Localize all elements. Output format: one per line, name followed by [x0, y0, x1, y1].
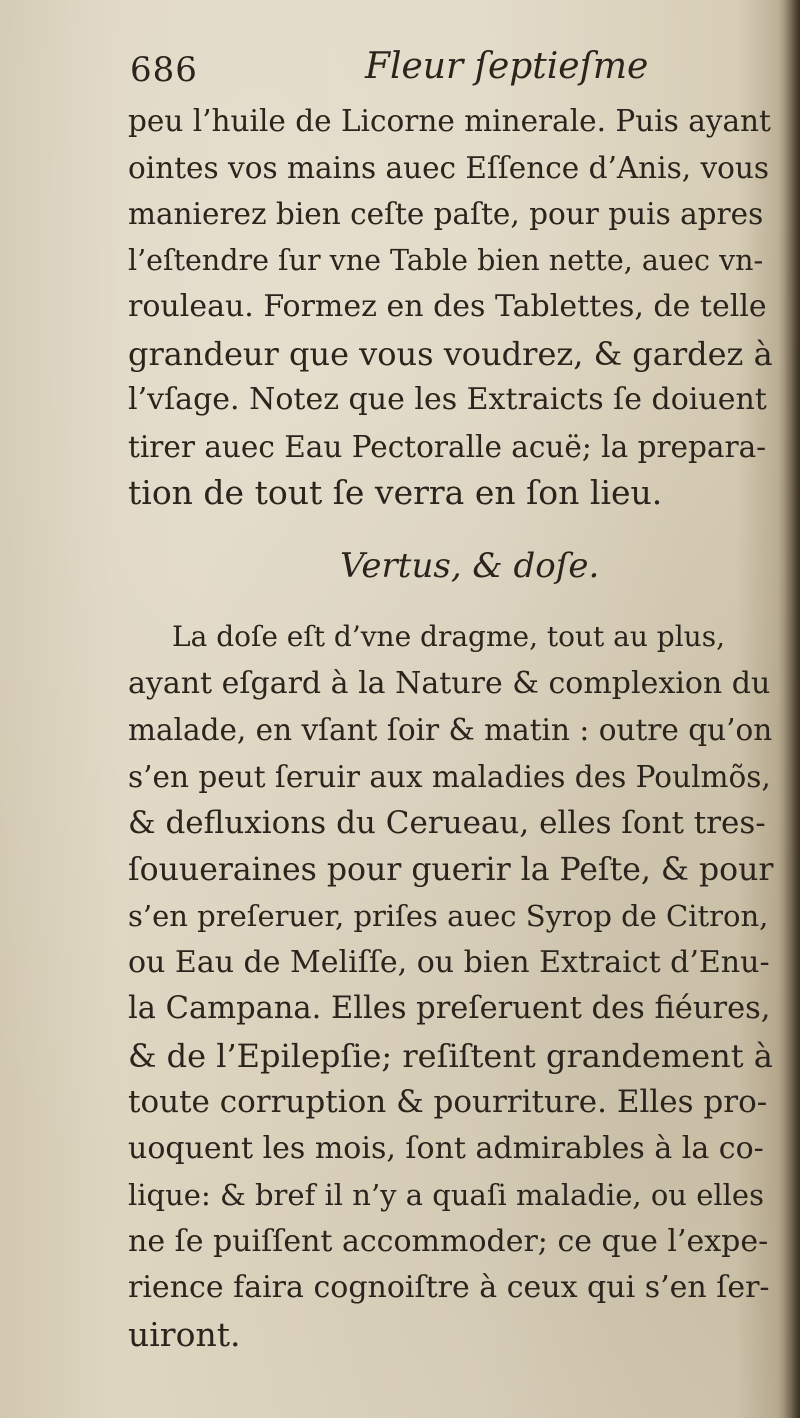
text-line: tion de tout ſe verra en ſon lieu.: [128, 473, 663, 512]
text-line: grandeur que vous voudrez, & gardez à: [128, 334, 773, 373]
text-line: toute corruption & pourriture. Elles pro-: [128, 1084, 768, 1120]
text-line: ſouueraines pour guerir la Peſte, & pour: [128, 851, 774, 888]
text-line: uiront.: [128, 1314, 241, 1354]
text-line: lique: & bref il n’y a quaſi maladie, ou elles: [128, 1178, 764, 1212]
text-line: & defluxions du Cerueau, elles ſont tres-: [128, 805, 766, 841]
text-line: & de l’Epilepſie; reſiſtent grandement à: [128, 1036, 773, 1075]
text-line: ayant eſgard à la Nature & complexion du: [128, 665, 771, 701]
paragraph-preparation: [128, 98, 773, 517]
text-line: s’en peut ſeruir aux maladies des Poulmõs,: [128, 759, 771, 794]
section-heading: Vertus, & doſe.: [340, 546, 600, 586]
running-title: Fleur ſeptieſme: [365, 46, 649, 87]
text-line: l’eſtendre ſur vne Table bien nette, auec vn-: [128, 243, 764, 277]
text-line: rouleau. Formez en des Tablettes, de telle: [128, 289, 767, 324]
text-line: peu l’huile de Licorne minerale. Puis ayant: [128, 104, 771, 138]
text-line: ou Eau de Meliſſe, ou bien Extraict d’Enu-: [128, 944, 770, 980]
text-line: ointes vos mains auec Eſſence d’Anis, vous: [128, 150, 770, 185]
text-line: malade, en vſant ſoir & matin : outre qu’on: [128, 713, 773, 747]
text-line: La doſe eſt d’vne dragme, tout au plus,: [172, 620, 725, 653]
page-spine-shadow: [778, 0, 800, 1418]
running-head: [130, 44, 730, 94]
text-line: manierez bien ceſte paſte, pour puis apres: [128, 197, 764, 231]
text-line: ne ſe puiſſent accommoder; ce que l’expe-: [128, 1223, 769, 1259]
text-line: l’vſage. Notez que les Extraicts ſe doiuent: [128, 382, 767, 417]
text-line: tirer auec Eau Pectoralle acuë; la prepara-: [128, 429, 767, 464]
page-number: 686: [130, 50, 198, 90]
text-line: rience faira cognoiſtre à ceux qui s’en ſer-: [128, 1270, 770, 1305]
text-line: s’en preſeruer, priſes auec Syrop de Citron,: [128, 899, 769, 933]
paragraph-virtues-dose: [128, 614, 773, 1358]
text-line: la Campana. Elles preſeruent des fiéures,: [128, 991, 771, 1026]
text-line: uoquent les mois, ſont admirables à la co-: [128, 1130, 764, 1166]
